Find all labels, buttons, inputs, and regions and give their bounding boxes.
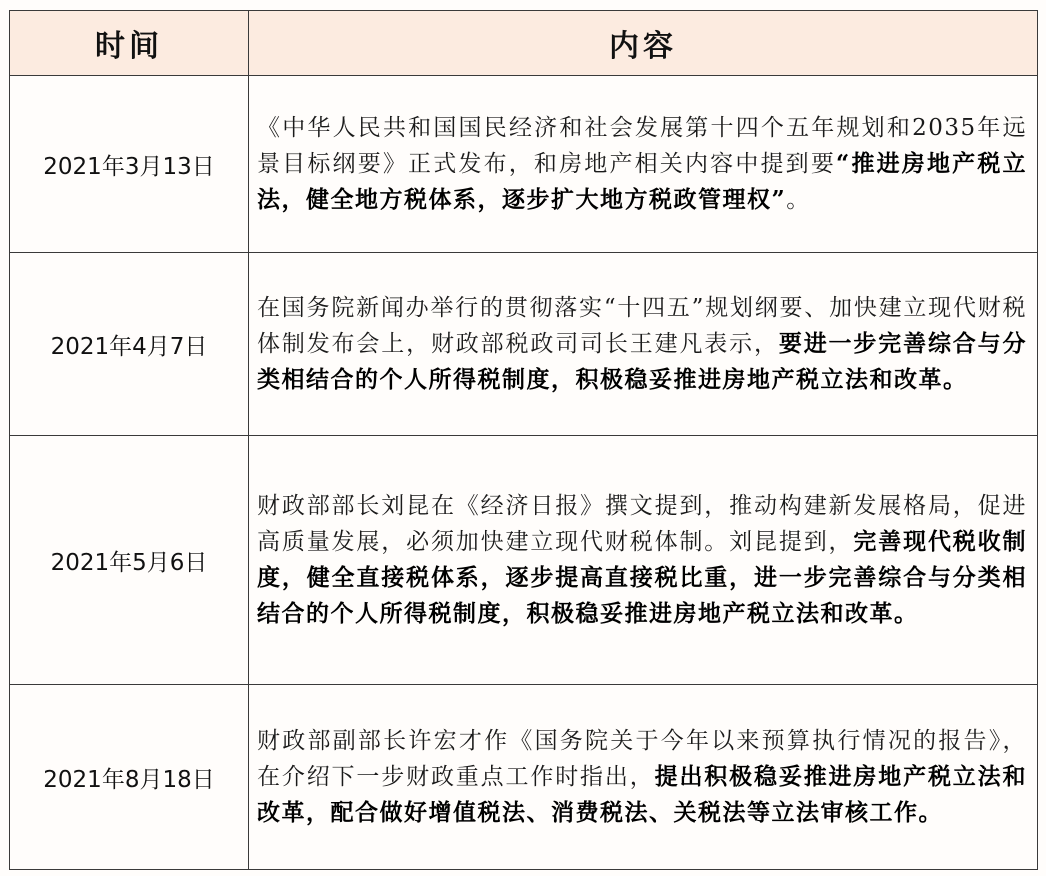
- row-date: 2021年5月6日: [10, 436, 249, 685]
- row-date: 2021年4月7日: [10, 253, 249, 436]
- table-row: [10, 76, 1038, 253]
- table-row: [10, 685, 1038, 870]
- header-time: 时间: [10, 11, 249, 76]
- content-plain-text: 财政部副部长许宏才作《国务院关于今年以来预算执行情况的报告》，在介绍下一步财政重点工作时指出，: [257, 728, 1027, 790]
- content-bold-text: 完善现代税收制度，健全直接税体系，逐步提高直接税比重，进一步完善综合与分类相结合的个人所得税制度，积极稳妥推进房地产税立法和改革。: [257, 528, 1028, 627]
- row-date: 2021年3月13日: [10, 76, 249, 253]
- row-content: [249, 436, 1038, 685]
- row-content: [249, 76, 1038, 253]
- content-bold-text: “推进房地产税立法，健全地方税体系，逐步扩大地方税政管理权”: [257, 150, 1028, 213]
- row-content: [249, 253, 1038, 436]
- content-plain-text: 在国务院新闻办举行的贯彻落实“十四五”规划纲要、加快建立现代财税体制发布会上，财政部税政司司长王建凡表示，: [257, 295, 1027, 357]
- content-bold-text: 提出积极稳妥推进房地产税立法和改革，配合做好增值税法、消费税法、关税法等立法审核工作。: [257, 763, 1028, 826]
- content-tail-text: 。: [786, 187, 811, 213]
- row-content: [249, 685, 1038, 870]
- content-plain-text: 财政部部长刘昆在《经济日报》撰文提到，推动构建新发展格局，促进高质量发展，必须加快建立现代财税体制。刘昆提到，: [257, 493, 1027, 555]
- policy-timeline-table: [9, 10, 1038, 870]
- table-row: [10, 436, 1038, 685]
- row-date: 2021年8月18日: [10, 685, 249, 870]
- header-content: 内容: [249, 11, 1038, 76]
- table-header-row: [10, 11, 1038, 76]
- content-plain-text: 《中华人民共和国国民经济和社会发展第十四个五年规划和2035年远景目标纲要》正式发布，和房地产相关内容中提到要: [257, 115, 1027, 177]
- table-row: [10, 253, 1038, 436]
- content-bold-text: 要进一步完善综合与分类相结合的个人所得税制度，积极稳妥推进房地产税立法和改革。: [257, 330, 1028, 393]
